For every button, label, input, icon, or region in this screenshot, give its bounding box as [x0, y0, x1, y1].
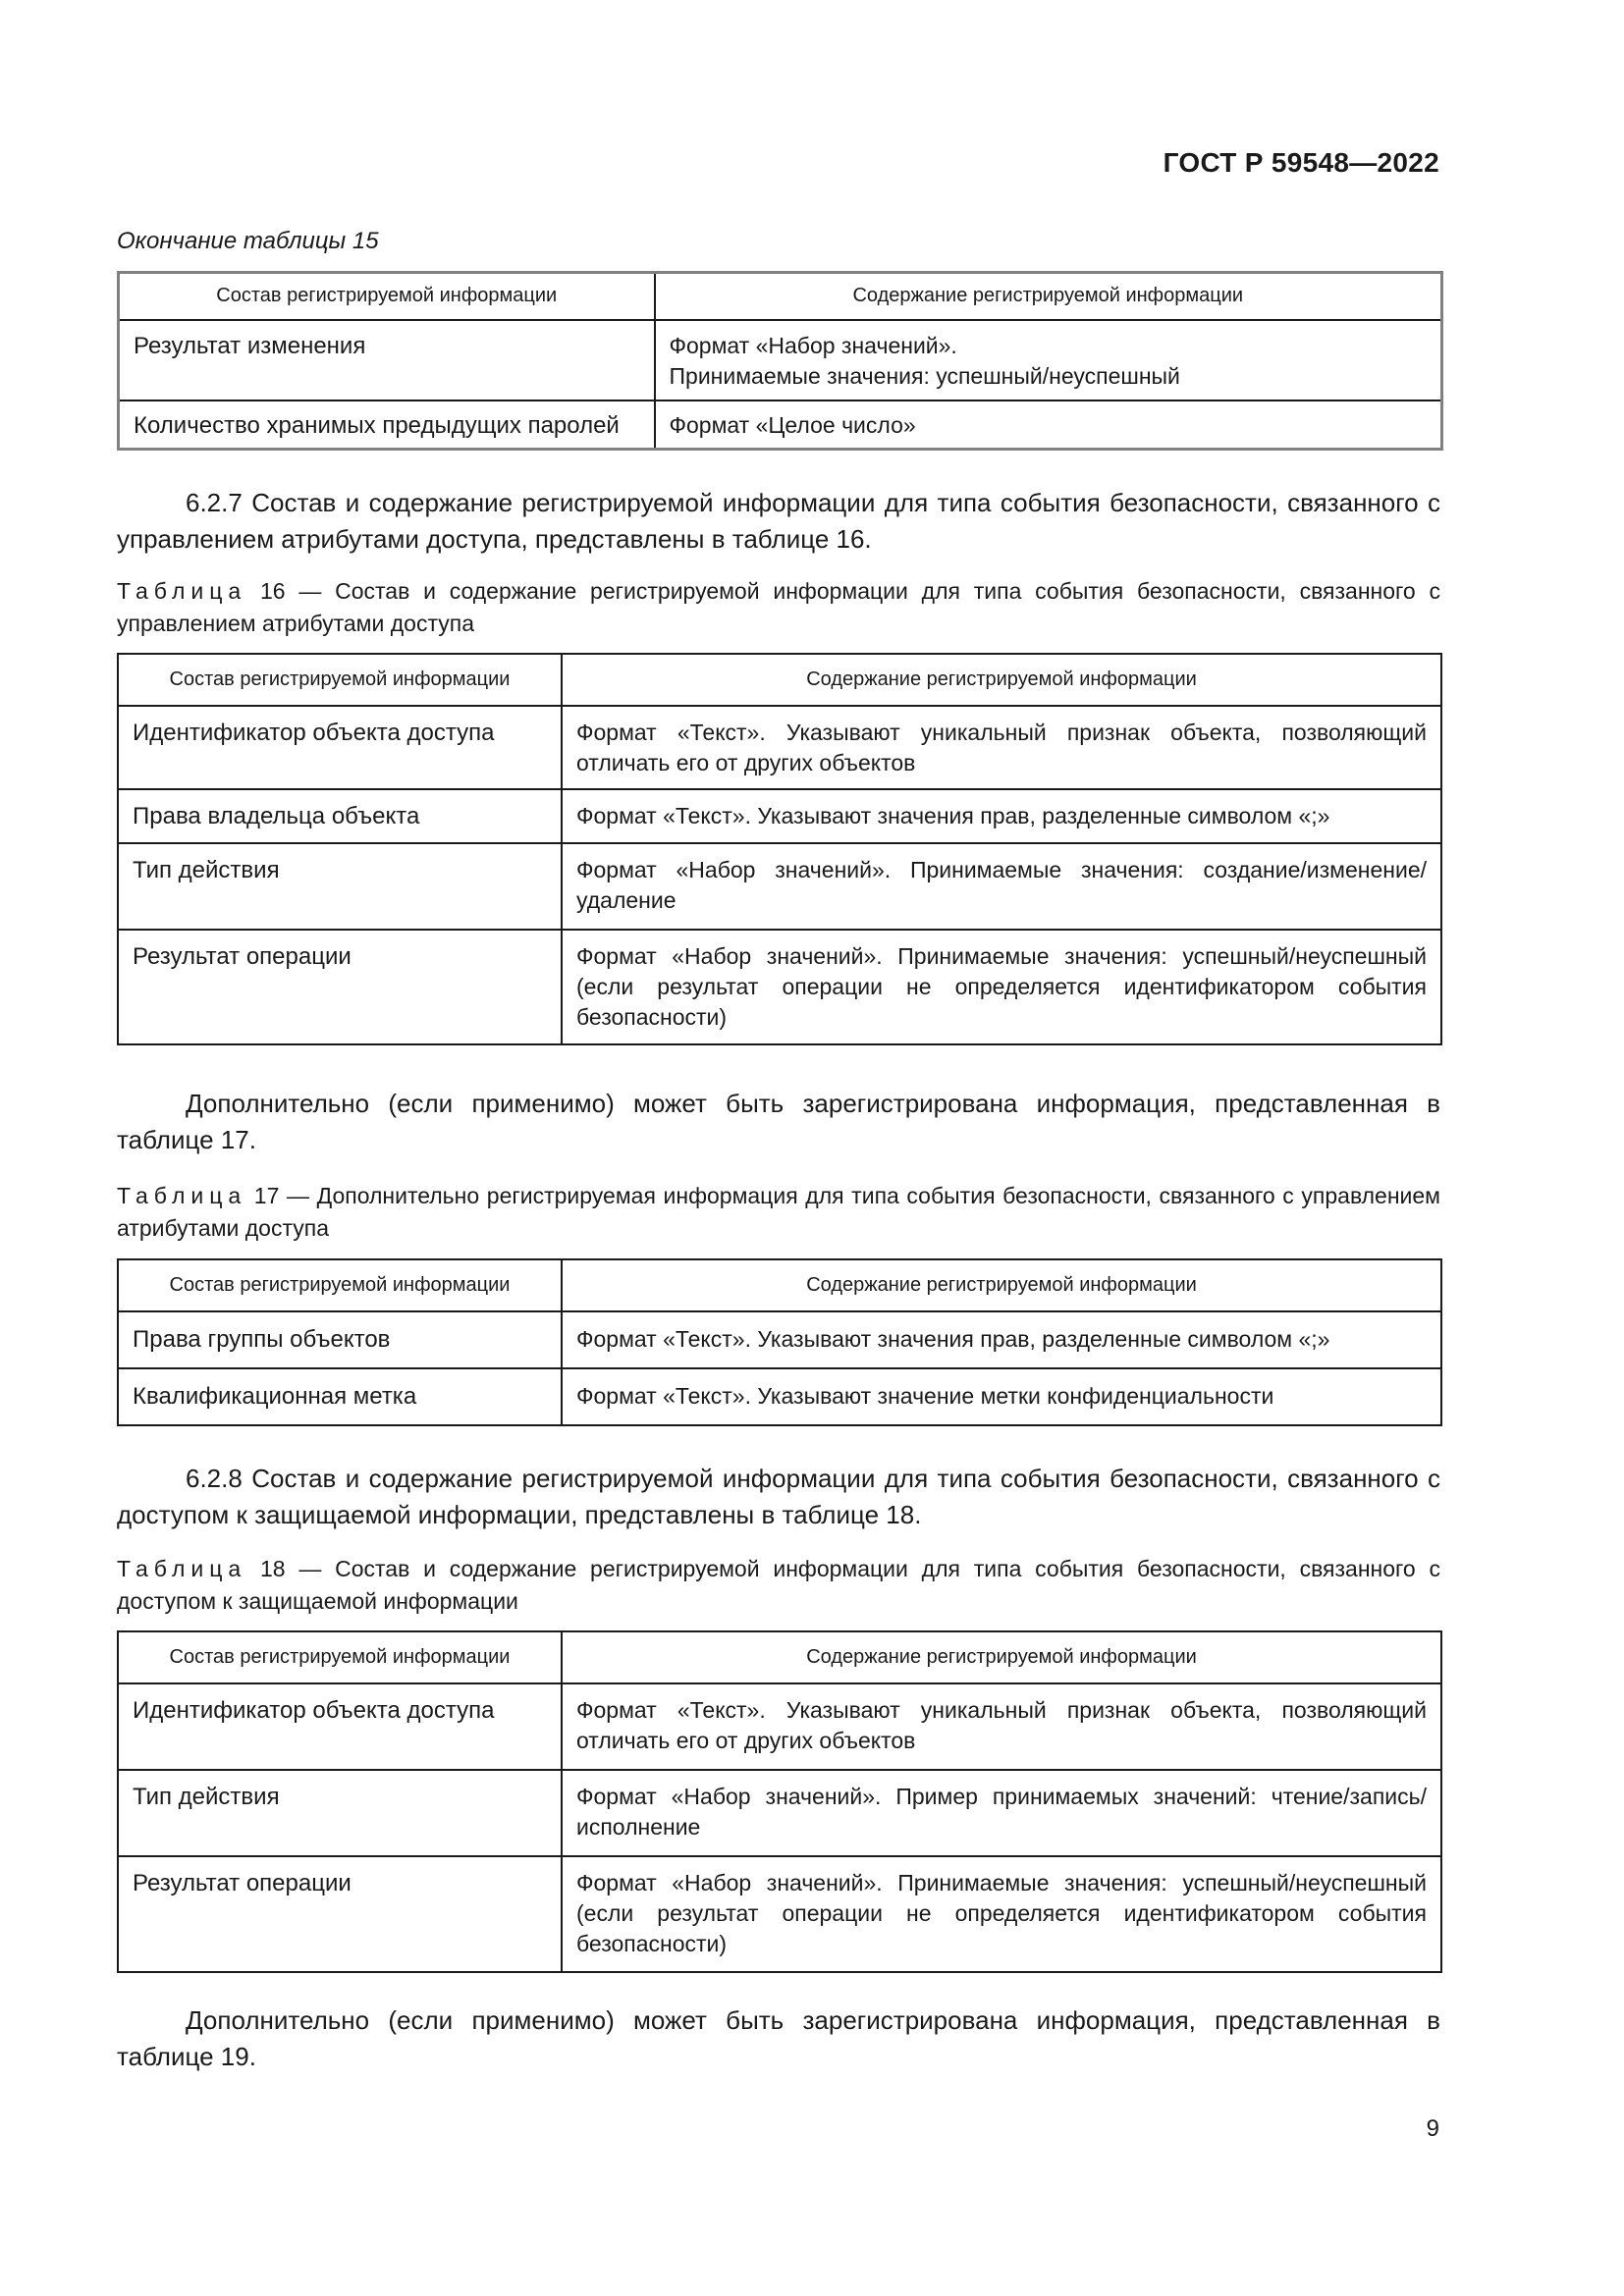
table-cell: Результат изменения — [119, 320, 655, 400]
table15 — [117, 271, 1443, 451]
section-6-2-8 — [117, 1461, 1440, 1533]
caption-title: 16 — Состав и содержание регистрируемой информации для типа события безопасности, связанного с управлением атрибутами доступа — [117, 578, 1440, 636]
table-cell: Количество хранимых предыдущих паролей — [119, 400, 655, 450]
paragraph-additional-19 — [117, 2002, 1440, 2075]
cell-line: Формат «Набор значений». — [669, 332, 957, 358]
page-number: 9 — [1426, 2115, 1439, 2142]
table-cell: Формат «Целое число» — [655, 400, 1442, 450]
table-cell — [655, 320, 1442, 400]
table-cell: Формат «Набор значений». Пример принимаемых значений: чтение/запись/исполнение — [562, 1770, 1441, 1856]
caption-text — [117, 1553, 1440, 1618]
table-row — [119, 320, 1442, 400]
table-cell: Формат «Набор значений». Принимаемые значения: создание/изменение/удаление — [562, 843, 1441, 930]
table15-block — [117, 271, 1440, 451]
table-cell: Результат операции — [118, 930, 562, 1044]
table18 — [117, 1630, 1442, 1973]
caption-word: Таблица — [117, 1183, 247, 1208]
table-row — [118, 706, 1441, 789]
table18-caption — [117, 1553, 1440, 1618]
table-row — [118, 1770, 1441, 1856]
table16-block — [117, 653, 1440, 1045]
table-cell: Права владельца объекта — [118, 789, 562, 843]
table16 — [117, 653, 1442, 1045]
table16-caption — [117, 575, 1440, 640]
paragraph — [117, 1086, 1440, 1158]
table-cell: Формат «Текст». Указывают значения прав, разделенные символом «;» — [562, 789, 1441, 843]
table17-caption — [117, 1180, 1440, 1245]
table-row — [119, 400, 1442, 450]
caption-text — [117, 575, 1440, 640]
paragraph-text: 6.2.8 Состав и содержание регистрируемой информации для типа события безопасности, связанного с доступом к защищаемой информации, представлены в таблице 18. — [117, 1464, 1440, 1529]
table-cell: Формат «Набор значений». Принимаемые значения: успешный/неуспешный (если результат операции не определяется идентификатором события безопасности) — [562, 930, 1441, 1044]
paragraph — [117, 485, 1440, 558]
column-header: Состав регистрируемой информации — [119, 273, 655, 320]
caption-word: Таблица — [117, 1556, 247, 1581]
table-header-row — [119, 273, 1442, 320]
paragraph — [117, 2002, 1440, 2075]
table17 — [117, 1258, 1442, 1426]
column-header: Содержание регистрируемой информации — [562, 654, 1441, 706]
column-header: Состав регистрируемой информации — [118, 654, 562, 706]
paragraph-text: Дополнительно (если применимо) может быть зарегистрирована информация, представленная в таблице 19. — [117, 2005, 1440, 2071]
column-header: Содержание регистрируемой информации — [562, 1259, 1441, 1311]
table-cell: Формат «Текст». Указывают уникальный признак объекта, позволяющий отличать его от других объектов — [562, 706, 1441, 789]
table-cell: Формат «Текст». Указывают уникальный признак объекта, позволяющий отличать его от других объектов — [562, 1683, 1441, 1770]
column-header: Состав регистрируемой информации — [118, 1259, 562, 1311]
document-code: ГОСТ Р 59548—2022 — [1163, 147, 1439, 178]
table17-block — [117, 1258, 1440, 1426]
table-cell: Формат «Текст». Указывают значения прав, разделенные символом «;» — [562, 1311, 1441, 1368]
table-header-row — [118, 654, 1441, 706]
column-header: Содержание регистрируемой информации — [655, 273, 1442, 320]
table-row — [118, 1311, 1441, 1368]
caption-word: Таблица — [117, 578, 247, 604]
paragraph-text: Дополнительно (если применимо) может быть зарегистрирована информация, представленная в таблице 17. — [117, 1089, 1440, 1154]
table-cell: Формат «Текст». Указывают значение метки конфиденциальности — [562, 1368, 1441, 1425]
paragraph-additional-17 — [117, 1086, 1440, 1158]
table-header-row — [118, 1631, 1441, 1683]
table-cell: Тип действия — [118, 843, 562, 930]
caption-title: 17 — Дополнительно регистрируемая информация для типа события безопасности, связанного с управлением атрибутами доступа — [117, 1183, 1440, 1241]
table-row — [118, 789, 1441, 843]
section-6-2-7 — [117, 485, 1440, 558]
table-row — [118, 843, 1441, 930]
column-header: Состав регистрируемой информации — [118, 1631, 562, 1683]
table18-block — [117, 1630, 1440, 1973]
table-header-row — [118, 1259, 1441, 1311]
table15-continuation-label: Окончание таблицы 15 — [117, 228, 379, 254]
table-cell: Идентификатор объекта доступа — [118, 1683, 562, 1770]
caption-text — [117, 1180, 1440, 1245]
table-cell: Тип действия — [118, 1770, 562, 1856]
column-header: Содержание регистрируемой информации — [562, 1631, 1441, 1683]
table-row — [118, 1368, 1441, 1425]
table-cell: Формат «Набор значений». Принимаемые значения: успешный/неуспешный (если результат операции не определяется идентификатором события безопасности) — [562, 1856, 1441, 1972]
table-cell: Квалификационная метка — [118, 1368, 562, 1425]
cell-line: Принимаемые значения: успешный/неуспешный — [669, 362, 1180, 389]
table-cell: Результат операции — [118, 1856, 562, 1972]
paragraph-text: 6.2.7 Состав и содержание регистрируемой информации для типа события безопасности, связанного с управлением атрибутами доступа, представлены в таблице 16. — [117, 488, 1440, 554]
table-cell: Идентификатор объекта доступа — [118, 706, 562, 789]
table-row — [118, 930, 1441, 1044]
paragraph — [117, 1461, 1440, 1533]
table-row — [118, 1683, 1441, 1770]
table-row — [118, 1856, 1441, 1972]
table-cell: Права группы объектов — [118, 1311, 562, 1368]
caption-title: 18 — Состав и содержание регистрируемой информации для типа события безопасности, связанного с доступом к защищаемой информации — [117, 1556, 1440, 1614]
